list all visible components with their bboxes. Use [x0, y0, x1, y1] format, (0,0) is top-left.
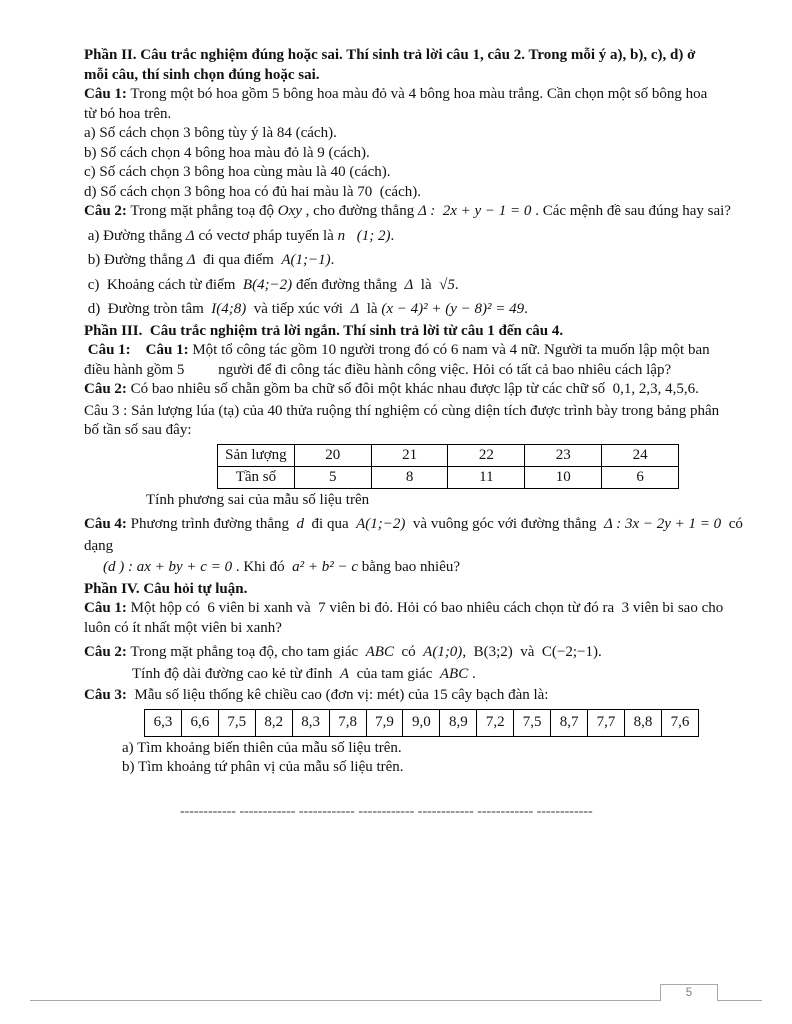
document-content: [84, 46, 744, 821]
text-run: a) Số cách chọn 3 bông tùy ý là 84 (cách).: [84, 125, 337, 141]
text-run: a) Tìm khoảng biến thiên của mẫu số liệu trên.: [122, 739, 402, 756]
text-run: c) Khoảng cách từ điểm: [84, 276, 243, 293]
text-run: . Khi đó: [232, 559, 293, 575]
text-run: Δ: [186, 252, 196, 268]
p3-q2: [84, 380, 744, 400]
frequency-table: [217, 444, 679, 489]
table-cell: 7,2: [477, 709, 514, 736]
table-cell: 6: [602, 466, 679, 488]
part3-heading: [84, 322, 744, 342]
p2-q2: [84, 202, 744, 222]
text-run: là: [359, 301, 382, 317]
text-run: Phương trình đường thẳng: [126, 516, 297, 532]
p2-q2-item-a: [84, 227, 744, 247]
text-run: Một tổ công tác gồm 10 người trong đó có 6 nam và 4 nữ. Người ta muốn lập một ban: [188, 342, 710, 358]
text-run: [131, 342, 146, 358]
text-run: d: [296, 516, 305, 532]
text-run: . Các mệnh đề sau đúng hay sai?: [531, 203, 731, 219]
text-run: đến đường thẳng: [292, 276, 405, 293]
table-cell: 24: [602, 444, 679, 466]
text-run: A(1;−2): [356, 516, 406, 532]
p4-q2-note: [84, 665, 744, 685]
text-run: b) Số cách chọn 4 bông hoa màu đỏ là 9 (cách).: [84, 144, 370, 161]
text-run: Câu 1:: [145, 342, 189, 358]
text-run: Câu 3:: [84, 687, 127, 703]
p3-q1-line1: [84, 341, 744, 361]
text-run: , cho đường thẳng: [301, 203, 418, 219]
text-run: Trong một bó hoa gồm 5 bông hoa màu đỏ và 4 bông hoa màu trắng. Cần chọn một số bông hoa: [126, 86, 708, 102]
table-cell: 23: [525, 444, 602, 466]
text-run: B(4;−2): [242, 276, 293, 293]
table-cell: 9,0: [403, 709, 440, 736]
text-run: Câu 1:: [84, 600, 127, 616]
p4-q2: [84, 643, 744, 663]
text-run: .: [524, 301, 528, 317]
text-run: Câu 1:: [84, 86, 127, 102]
text-run: có: [721, 516, 743, 532]
page-footer: [30, 984, 762, 1001]
height-table: [144, 709, 699, 737]
p2-q1-item-d: [84, 183, 744, 203]
p3-q4-line1: [84, 515, 744, 535]
text-run: Trong mặt phẳng toạ độ, cho tam giác: [126, 644, 366, 660]
page-number: 5: [685, 987, 693, 999]
text-run: dạng: [84, 537, 114, 554]
text-run: Câu 1:: [84, 342, 131, 358]
p3-q3-line2: [84, 421, 744, 441]
table-cell: Tần số: [218, 466, 295, 488]
text-run: Mẫu số liệu thống kê chiều cao (đơn vị: mét) của 15 cây bạch đàn là:: [126, 687, 549, 703]
table-cell: 6,3: [145, 709, 182, 736]
p4-q1-line2: [84, 619, 744, 639]
text-run: của tam giác: [349, 665, 440, 682]
text-run: điều hành gồm 5 người để đi công tác điều hành công việc. Hỏi có tất cả bao nhiêu cách lập?: [84, 361, 672, 378]
text-run: từ bó hoa trên.: [84, 105, 172, 122]
text-run: Δ: [350, 301, 360, 317]
text-run: đi qua: [304, 516, 357, 532]
text-run: .: [454, 276, 459, 293]
p2-q1-line2: [84, 105, 744, 125]
text-run: Tính độ dài đường cao kẻ từ đỉnh: [132, 665, 340, 682]
table-row: [218, 444, 679, 466]
text-run: c) Số cách chọn 3 bông hoa cùng màu là 40 (cách).: [84, 164, 391, 180]
text-run: A: [339, 665, 350, 682]
table-cell: 7,5: [218, 709, 255, 736]
text-run: a² + b² − c: [292, 559, 358, 575]
p3-q1-line2: [84, 361, 744, 381]
text-run: Δ: [185, 227, 195, 244]
p3-q3-note: [84, 491, 744, 511]
text-run: √5: [439, 276, 455, 293]
text-run: , B(3;2) và C(−2;−1).: [462, 644, 602, 660]
p3-q4-line3: [84, 558, 744, 578]
text-run: .: [330, 252, 335, 268]
text-run: n⃗(1; 2): [337, 227, 391, 244]
part2-heading-line2: [84, 66, 744, 86]
part4-heading: [84, 580, 744, 600]
text-run: Câu 2:: [84, 381, 127, 397]
text-run: và vuông góc với đường thẳng: [405, 516, 604, 532]
text-run: Câu 3 : Sản lượng lúa (tạ) của 40 thửa ruộng thí nghiệm có cùng diện tích được trình bày trong bảng phân: [84, 402, 720, 419]
text-run: A(1;0): [423, 644, 463, 660]
text-run: là: [413, 276, 440, 293]
table-cell: 7,6: [661, 709, 698, 736]
text-run: Δ: [404, 276, 414, 293]
text-run: bằng bao nhiêu?: [357, 559, 461, 575]
table-cell: 8,2: [255, 709, 292, 736]
text-run: ------------ ------------ ------------ ------------ ------------ ------------ ------------: [180, 803, 593, 819]
p2-q1-line1: [84, 85, 744, 105]
text-run: b) Tìm khoảng tứ phân vị của mẫu số liệu trên.: [122, 759, 404, 775]
p4-q1-line1: [84, 599, 744, 619]
p2-q2-item-b: [84, 251, 744, 271]
text-run: Có bao nhiêu số chẵn gồm ba chữ số đôi một khác nhau được lập từ các chữ số 0,1, 2,3, 4,5,6.: [126, 381, 699, 397]
text-run: d) Đường tròn tâm: [84, 301, 212, 317]
text-run: Trong mặt phẳng toạ độ: [126, 203, 278, 219]
p2-q1-item-c: [84, 163, 744, 183]
text-run: có: [393, 644, 424, 660]
separator-dashes: [84, 802, 744, 822]
text-run: I(4;8): [211, 301, 247, 317]
footer-line-right: [718, 984, 762, 1001]
table-cell: 10: [525, 466, 602, 488]
text-run: .: [468, 665, 476, 682]
text-run: Câu 2:: [84, 203, 127, 219]
text-run: ABC: [365, 644, 394, 660]
text-run: d) Số cách chọn 3 bông hoa có đủ hai màu là 70 (cách).: [84, 183, 421, 200]
table-cell: 22: [448, 444, 525, 466]
part2-heading-line1: [84, 46, 744, 66]
text-run: Δ : 3x − 2y + 1 = 0: [603, 516, 722, 532]
text-run: Oxy: [277, 203, 302, 219]
table-cell: 6,6: [181, 709, 218, 736]
table-cell: 20: [294, 444, 371, 466]
text-run: A(1;−1): [281, 252, 331, 268]
table-cell: 8,3: [292, 709, 329, 736]
table-cell: 7,9: [366, 709, 403, 736]
p3-q3-line1: [84, 402, 744, 422]
table-cell: 5: [294, 466, 371, 488]
text-run: Phần IV. Câu hỏi tự luận.: [84, 580, 248, 597]
footer-line-left: [30, 984, 660, 1001]
text-run: b) Đường thẳng: [84, 252, 187, 268]
text-run: Tính phương sai của mẫu số liệu trên: [146, 491, 370, 508]
text-run: ABC: [439, 665, 469, 682]
text-run: Δ : 2x + y − 1 = 0: [417, 203, 532, 219]
text-run: Phần III. Câu trắc nghiệm trả lời ngắn. Thí sinh trả lời từ câu 1 đến câu 4.: [84, 322, 564, 339]
p4-q3: [84, 686, 744, 706]
text-run: (d ) : ax + by + c = 0: [103, 559, 233, 575]
table-cell: 7,7: [588, 709, 625, 736]
table-cell: 7,5: [514, 709, 551, 736]
text-run: Phần II. Câu trắc nghiệm đúng hoặc sai. Thí sinh trả lời câu 1, câu 2. Trong mỗi ý a), b), c), d) ở: [84, 47, 696, 63]
p2-q2-item-d: [84, 300, 744, 320]
p2-q1-item-b: [84, 144, 744, 164]
table-cell: 8,7: [551, 709, 588, 736]
table-cell: Sản lượng: [218, 444, 295, 466]
p2-q1-item-a: [84, 124, 744, 144]
p4-q3-item-a: [84, 739, 744, 759]
text-run: và tiếp xúc với: [246, 301, 351, 317]
text-run: (x − 4)² + (y − 8)² = 49: [381, 301, 525, 317]
text-run: Câu 4:: [84, 516, 127, 532]
page-number-box: [660, 984, 718, 1001]
table-cell: 21: [371, 444, 448, 466]
text-run: luôn có ít nhất một viên bi xanh?: [84, 619, 282, 636]
p3-q4-line2: [84, 537, 744, 557]
text-run: mỗi câu, thí sinh chọn đúng hoặc sai.: [84, 66, 320, 83]
table-cell: 11: [448, 466, 525, 488]
table-cell: 8: [371, 466, 448, 488]
text-run: Câu 2:: [84, 644, 127, 660]
text-run: .: [390, 227, 395, 244]
table-row: [145, 709, 699, 736]
text-run: đi qua điểm: [195, 252, 282, 268]
text-run: có vectơ pháp tuyến là: [194, 227, 338, 244]
text-run: Một hộp có 6 viên bi xanh và 7 viên bi đỏ. Hỏi có bao nhiêu cách chọn từ đó ra 3 viên bi sao cho: [126, 600, 724, 616]
p2-q2-item-c: [84, 276, 744, 296]
p4-q3-item-b: [84, 758, 744, 778]
text-run: bố tần số sau đây:: [84, 422, 192, 438]
table-row: [218, 466, 679, 488]
table-cell: 8,8: [624, 709, 661, 736]
text-run: a) Đường thẳng: [84, 227, 186, 244]
table-cell: 7,8: [329, 709, 366, 736]
table-cell: 8,9: [440, 709, 477, 736]
